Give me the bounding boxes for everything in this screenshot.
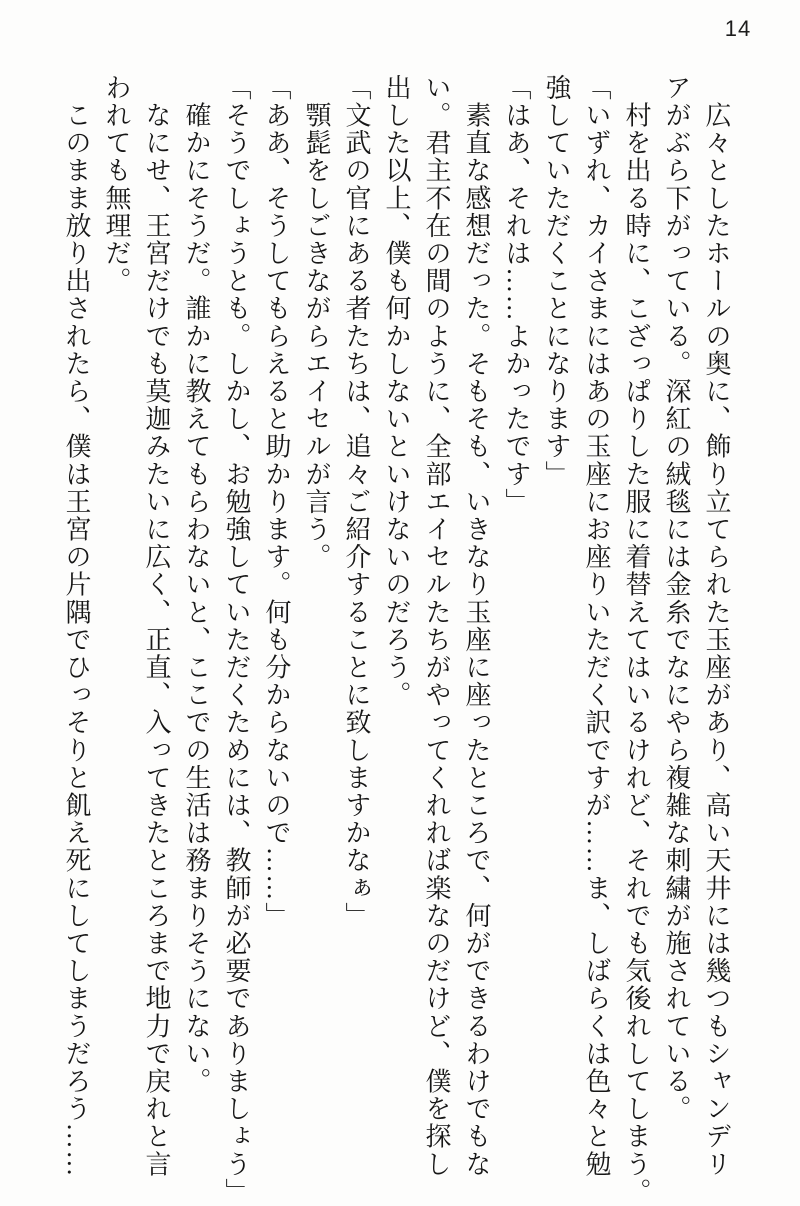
text-line: 強していただくことになります」	[542, 74, 571, 488]
text-line: 素直な感想だった。そもそも、いきなり玉座に座ったところで、何ができるわけでもな	[462, 74, 491, 1178]
text-line: 確かにそうだ。誰かに教えてもらわないと、ここでの生活は務まりそうにない。	[182, 74, 211, 1096]
text-line: 村を出る時に、こざっぱりした服に着替えてはいるけれど、それでも気後れしてしまう。	[622, 74, 651, 1206]
text-line: い。君主不在の間のように、全部エイセルたちがやってくれれば楽なのだけど、僕を探し	[422, 74, 451, 1178]
text-line: このまま放り出されたら、僕は王宮の片隅でひっそりと飢え死にしてしまうだろう……	[62, 74, 91, 1178]
text-line: 出した以上、僕も何かしないといけないのだろう。	[382, 74, 411, 709]
text-line: 顎髭をしごきながらエイセルが言う。	[302, 74, 331, 571]
text-line: 「はあ、それは……よかったです」	[502, 74, 531, 516]
text-line: 「文武の官にある者たちは、追々ご紹介することに致しますかなぁ」	[342, 74, 371, 930]
text-line: われても無理だ。	[102, 74, 131, 295]
page-number: 14	[724, 16, 752, 41]
body-text	[56, 74, 736, 1206]
text-line: 「ああ、そうしてもらえると助かります。何も分からないので……」	[262, 74, 291, 930]
text-line: アがぶら下がっている。深紅の絨毯には金糸でなにやら複雑な刺繍が施されている。	[662, 74, 691, 1123]
text-line: 「いずれ、カイさまにはあの玉座にお座りいただく訳ですが……ま、しばらくは色々と勉	[582, 74, 611, 1178]
text-line: なにせ、王宮だけでも莫迦みたいに広く、正直、入ってきたところまで地力で戻れと言	[142, 74, 171, 1178]
text-line: 広々としたホールの奥に、飾り立てられた玉座があり、高い天井には幾つもシャンデリ	[702, 74, 731, 1178]
text-line: 「そうでしょうとも。しかし、お勉強していただくためには、教師が必要でありましょう」	[222, 74, 251, 1206]
